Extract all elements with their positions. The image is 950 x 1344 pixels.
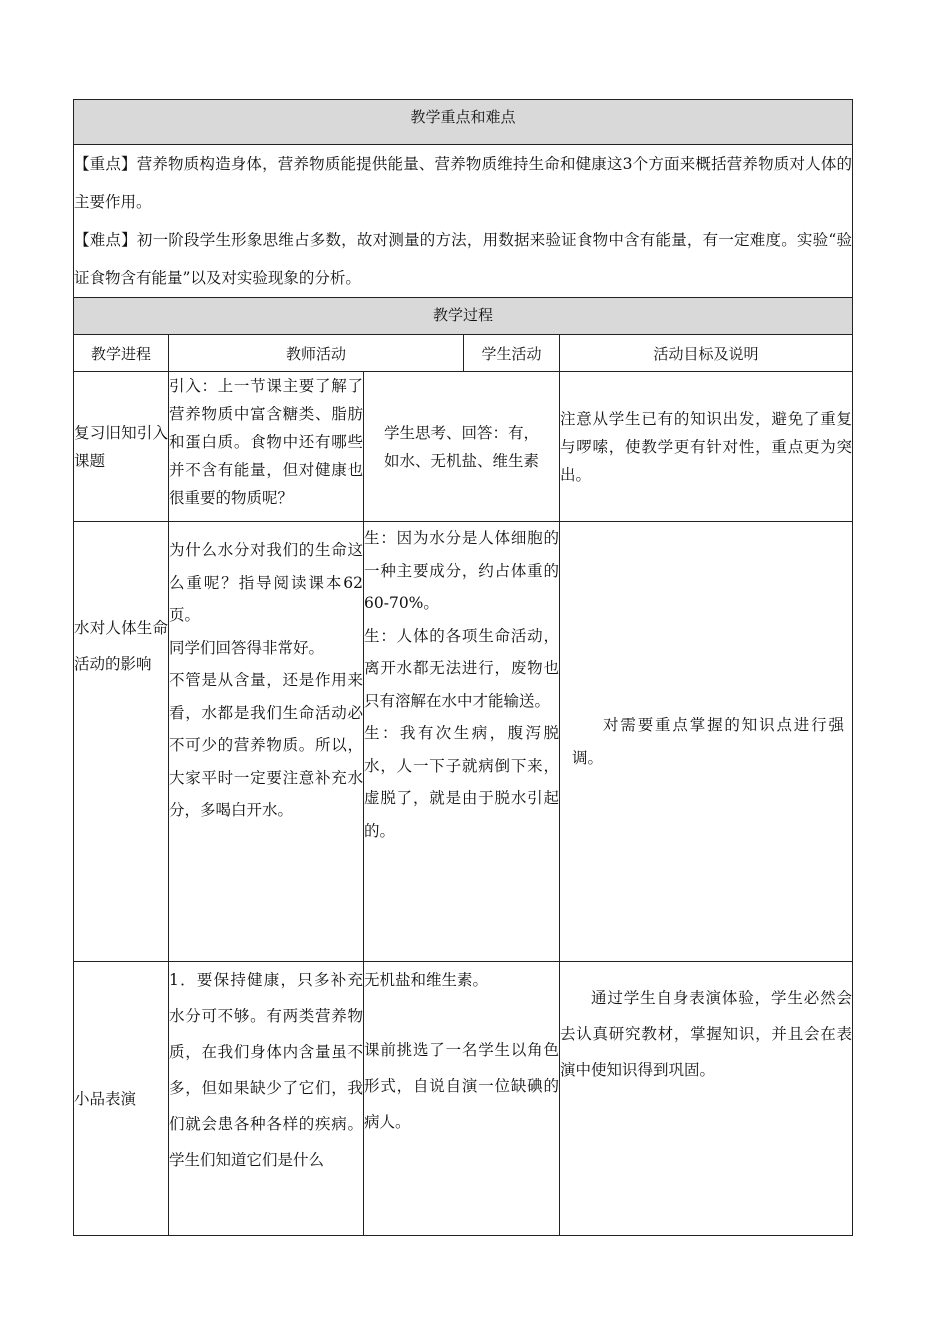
process-section-title [74, 298, 853, 335]
row2-teacher [169, 522, 364, 962]
focus-title-text: 教学重点和难点 [410, 108, 516, 126]
table-row [74, 522, 853, 962]
key-point-text: 【重点】营养物质构造身体，营养物质能提供能量、营养物质维持生命和健康这3个方面来概括营养物质对人体的主要作用。 [74, 155, 852, 211]
row3-teacher [169, 962, 364, 1236]
header-stage: 教学进程 [74, 335, 169, 372]
focus-section-title [74, 100, 853, 145]
row2-student-text-1: 生：因为水分是人体细胞的一种主要成分，约占体重的60-70%。 [364, 529, 559, 612]
row1-student [364, 372, 560, 522]
row3-goal-text: 通过学生自身表演体验，学生必然会去认真研究教材，掌握知识，并且会在表演中使知识得到巩固。 [560, 989, 852, 1079]
focus-content [74, 145, 853, 298]
header-goal: 活动目标及说明 [560, 335, 853, 372]
row2-teacher-text-2: 同学们回答得非常好。 [169, 638, 325, 657]
lesson-plan-sheet [73, 99, 852, 1236]
row2-student-text-2: 生：人体的各项生命活动，离开水都无法进行，废物也只有溶解在水中才能输送。 [364, 626, 559, 710]
row2-goal [560, 522, 853, 962]
row1-teacher [169, 372, 364, 522]
row2-stage: 水对人体生命活动的影响 [74, 522, 169, 962]
row2-student [364, 522, 560, 962]
table-row [74, 372, 853, 522]
row2-teacher-text-1: 为什么水分对我们的生命这么重呢？指导阅读课本62页。 [169, 541, 363, 624]
row3-student-text-2: 课前挑选了一名学生以角色形式，自说自演一位缺碘的病人。 [364, 1041, 559, 1131]
lesson-plan-table [73, 99, 853, 1236]
header-student: 学生活动 [464, 335, 560, 372]
row1-stage: 复习旧知引入课题 [74, 372, 169, 522]
row1-teacher-text: 引入：上一节课主要了解了营养物质中富含糖类、脂肪和蛋白质。食物中还有哪些并不含有能量，但对健康也很重要的物质呢？ [169, 377, 363, 507]
header-teacher: 教师活动 [169, 335, 464, 372]
row1-goal-text: 注意从学生已有的知识出发，避免了重复与啰嗦，使教学更有针对性，重点更为突出。 [560, 409, 852, 484]
row1-goal [560, 372, 853, 522]
table-row [74, 962, 853, 1236]
difficulty-text: 【难点】初一阶段学生形象思维占多数，故对测量的方法，用数据来验证食物中含有能量，有一定难度。实验“验证食物含有能量”以及对实验现象的分析。 [74, 231, 852, 287]
row3-stage: 小品表演 [74, 962, 169, 1236]
row2-student-text-3: 生：我有次生病，腹泻脱水，人一下子就病倒下来，虚脱了，就是由于脱水引起的。 [364, 724, 559, 840]
row2-teacher-text-3: 不管是从含量，还是作用来看，水都是我们生命活动必不可少的营养物质。所以，大家平时一定要注意补充水分，多喝白开水。 [169, 671, 363, 819]
row3-goal [560, 962, 853, 1236]
process-title-text: 教学过程 [432, 306, 493, 324]
row1-student-text: 学生思考、回答：有，如水、无机盐、维生素 [383, 423, 539, 470]
row3-student [364, 962, 560, 1236]
row3-teacher-text: 1．要保持健康，只多补充水分可不够。有两类营养物质，在我们身体内含量虽不多，但如果缺少了它们，我们就会患各种各样的疾病。学生们知道它们是什么 [169, 971, 363, 1169]
row3-student-text-1: 无机盐和维生素。 [364, 971, 489, 989]
row2-goal-text: 对需要重点掌握的知识点进行强调。 [572, 716, 844, 767]
